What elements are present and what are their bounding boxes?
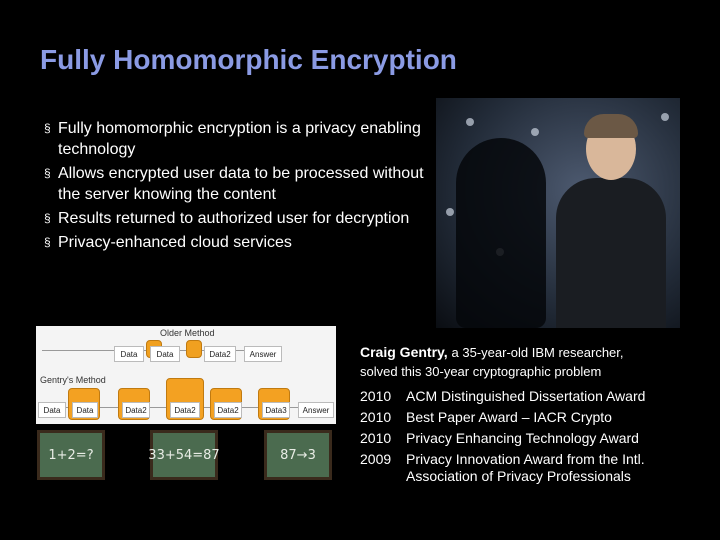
award-text: Privacy Innovation Award from the Intl. Association of Privacy Professionals — [406, 451, 645, 484]
award-text: Privacy Enhancing Technology Award — [406, 430, 639, 446]
person-shadow — [456, 138, 546, 328]
chalkboard-row — [37, 430, 332, 480]
bullet-marker: § — [44, 235, 51, 249]
award-year: 2010 — [360, 430, 392, 446]
person-figure — [556, 118, 666, 328]
gentry-box: Data2 — [170, 402, 200, 418]
award-year: 2010 — [360, 409, 392, 425]
lock-icon — [186, 340, 202, 358]
bullet-marker: § — [44, 121, 51, 135]
bullet-text: Fully homomorphic encryption is a privacy enabling technology — [58, 120, 421, 158]
award-text: ACM Distinguished Dissertation Award — [406, 388, 646, 404]
award-item — [360, 428, 710, 449]
caption-subline: solved this 30-year cryptographic problem — [360, 364, 602, 379]
gentry-box: Data2 — [122, 402, 150, 418]
gentrys-method-label: Gentry's Method — [40, 375, 106, 385]
gentry-box: Data3 — [262, 402, 290, 418]
award-year: 2010 — [360, 388, 392, 404]
older-box: Data — [114, 346, 144, 362]
wall-dot — [446, 208, 454, 216]
chalkboard: 87→3 — [264, 430, 332, 480]
gentry-box: Data2 — [214, 402, 242, 418]
person-body — [556, 178, 666, 328]
older-box: Data2 — [204, 346, 236, 362]
award-item — [360, 386, 710, 407]
bullet-item — [44, 118, 424, 160]
encryption-diagram — [36, 326, 336, 424]
photo-caption — [360, 343, 700, 362]
bullet-marker: § — [44, 166, 51, 180]
wall-dot — [531, 128, 539, 136]
caption-description: a 35-year-old IBM researcher, — [451, 345, 624, 360]
bullet-text: Privacy-enhanced cloud services — [58, 234, 292, 251]
award-item — [360, 407, 710, 428]
bullet-list — [44, 118, 424, 256]
award-year: 2009 — [360, 451, 392, 467]
bullet-item — [44, 232, 424, 253]
bullet-marker: § — [44, 211, 51, 225]
older-method-label: Older Method — [160, 328, 215, 338]
bullet-text: Results returned to authorized user for decryption — [58, 210, 410, 227]
bullet-item — [44, 208, 424, 229]
portrait-photo — [436, 98, 680, 328]
slide-title: Fully Homomorphic Encryption — [40, 44, 457, 75]
gentry-box: Data — [72, 402, 98, 418]
bullet-text: Allows encrypted user data to be processed without the server knowing the content — [58, 165, 424, 203]
award-item — [360, 449, 710, 485]
awards-list — [360, 386, 710, 485]
chalkboard: 1+2=? — [37, 430, 105, 480]
gentry-box: Data — [38, 402, 66, 418]
chalkboard: 33+54=87 — [150, 430, 218, 480]
wall-dot — [466, 118, 474, 126]
caption-name: Craig Gentry, — [360, 344, 448, 360]
older-box: Data — [150, 346, 180, 362]
award-text: Best Paper Award – IACR Crypto — [406, 409, 612, 425]
bullet-item — [44, 163, 424, 205]
older-box: Answer — [244, 346, 282, 362]
person-hair — [584, 114, 638, 138]
gentry-box: Answer — [298, 402, 334, 418]
